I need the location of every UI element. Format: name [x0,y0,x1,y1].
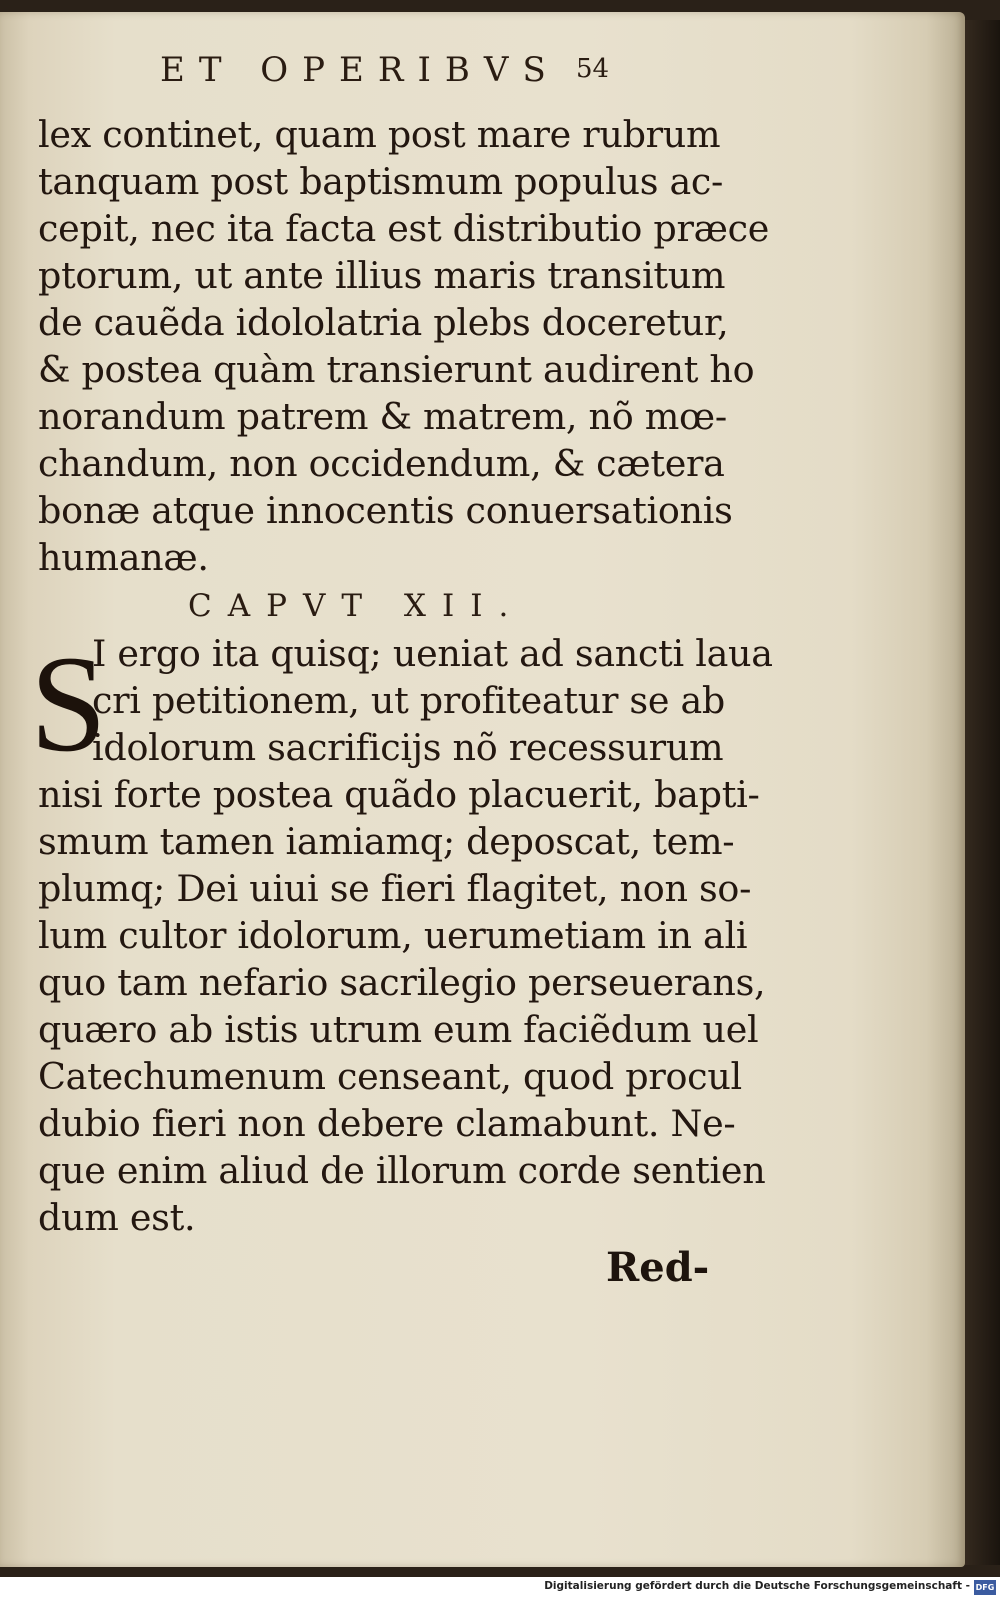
text-line: lex continet, quam post mare rubrum [38,113,721,156]
text-line: norandum patrem & matrem, nõ mœ- [38,395,727,438]
text-line: dubio fieri non debere clamabunt. Ne- [38,1102,736,1145]
text-line: tanquam post baptismum populus ac- [38,160,724,203]
text-line: cepit, nec ita facta est distributio præce [38,207,770,250]
drop-initial: S [30,627,107,780]
text-line: lum cultor idolorum, uerumetiam in ali [38,914,748,957]
text-line: Catechumenum censeant, quod procul [38,1055,742,1098]
text-line: plumq; Dei uiui se fieri flagitet, non so- [38,867,752,910]
dfg-logo: DFG [974,1580,996,1595]
footer-credit: Digitalisierung gefördert durch die Deutsche Forschungsgemeinschaft - [544,1580,970,1592]
text-line: cri petitionem, ut profiteatur se ab [92,679,725,722]
text-line: I ergo ita quisq; ueniat ad sancti laua [92,632,773,675]
folio-number: 54 [576,54,610,84]
text-line: chandum, non occidendum, & cætera [38,442,725,485]
text-line: humanæ. [38,536,209,579]
catchword: Red- [606,1244,710,1291]
text-line: idolorum sacrificijs nõ recessurum [92,726,724,769]
text-line: smum tamen iamiamq; deposcat, tem- [38,820,735,863]
text-line: dum est. [38,1196,196,1239]
text-line: quo tam nefario sacrilegio perseuerans, [38,961,766,1004]
text-line: que enim aliud de illorum corde sentien [38,1149,766,1192]
text-line: quæro ab istis utrum eum faciẽdum uel [38,1008,759,1051]
text-line: de cauẽda idololatria plebs doceretur, [38,301,729,344]
chapter-heading: CAPVT XII. [188,588,525,624]
text-line: bonæ atque innocentis conuersationis [38,489,733,532]
text-line: nisi forte postea quãdo placuerit, bapti- [38,773,760,816]
running-head: ET OPERIBVS [160,50,560,90]
text-line: & postea quàm transierunt audirent ho [38,348,755,391]
text-line: ptorum, ut ante illius maris transitum [38,254,726,297]
